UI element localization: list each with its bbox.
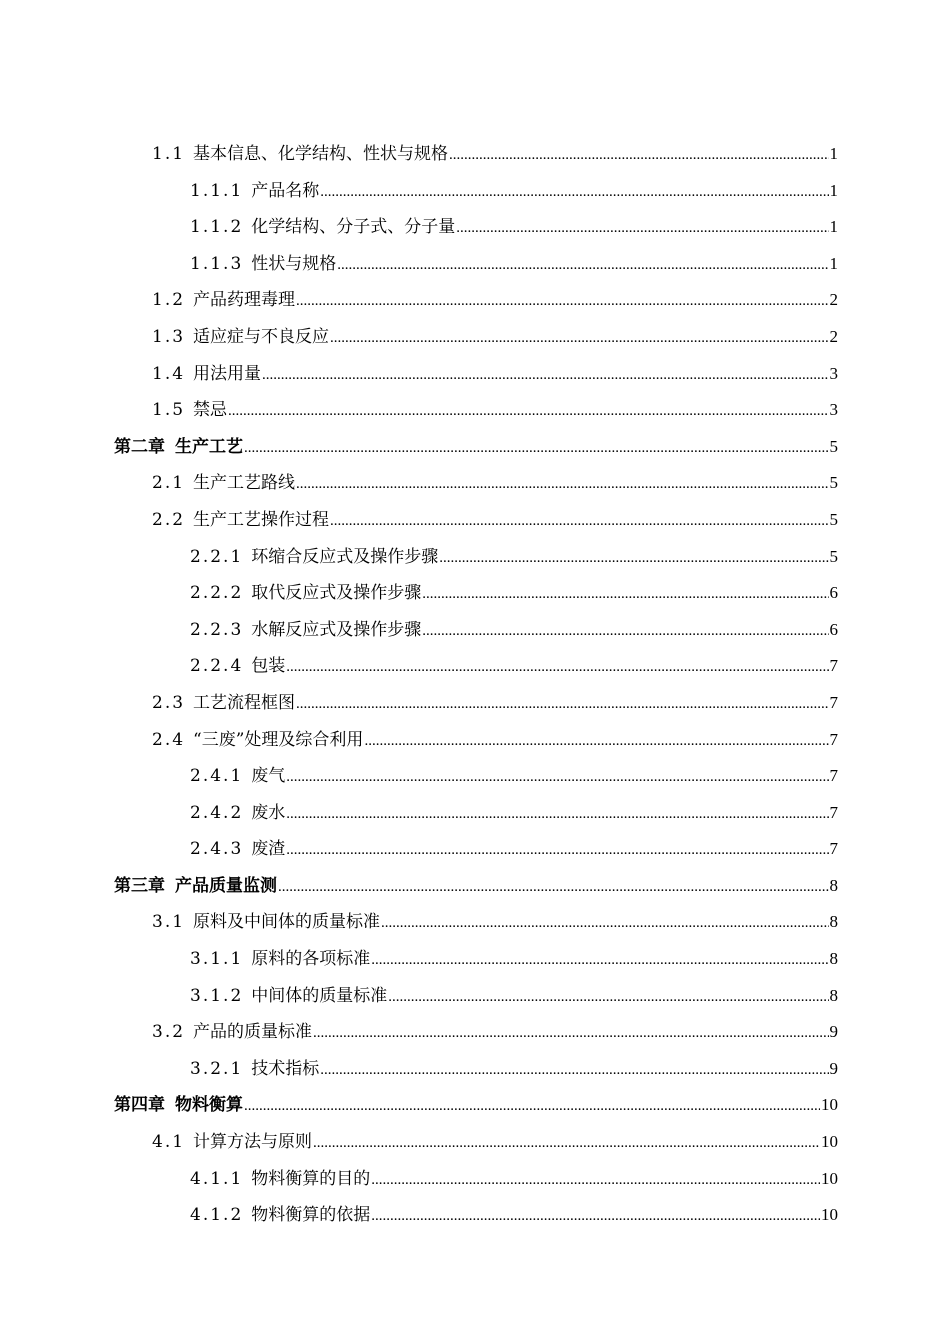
toc-entry-title: 产品质量监测 bbox=[175, 875, 277, 896]
toc-dot-leader bbox=[286, 648, 828, 686]
toc-entry-number: 2.2 bbox=[152, 509, 186, 530]
toc-page-number: 10 bbox=[821, 1095, 838, 1115]
toc-entry-number: 1.1.3 bbox=[190, 253, 244, 274]
toc-entry-title: 取代反应式及操作步骤 bbox=[251, 583, 422, 604]
toc-page-number: 7 bbox=[829, 766, 838, 786]
toc-page-number: 1 bbox=[829, 253, 838, 273]
toc-entry-number: 1.1.1 bbox=[190, 180, 244, 201]
toc-entry[interactable] bbox=[114, 1197, 838, 1234]
toc-entry-title: 中间体的质量标准 bbox=[251, 985, 388, 1006]
toc-entry[interactable] bbox=[114, 978, 838, 1015]
toc-entry-number: 第四章 bbox=[114, 1095, 165, 1116]
toc-entry[interactable] bbox=[114, 246, 838, 283]
toc-dot-leader bbox=[262, 356, 828, 394]
toc-page-number: 5 bbox=[829, 509, 838, 529]
toc-dot-leader bbox=[371, 941, 828, 979]
toc-entry[interactable] bbox=[114, 685, 838, 722]
toc-dot-leader bbox=[388, 978, 828, 1016]
toc-entry-number: 1.3 bbox=[152, 326, 186, 347]
toc-entry-title: 产品的质量标准 bbox=[193, 1022, 313, 1043]
toc-entry-number: 2.4 bbox=[152, 729, 186, 750]
table-of-contents bbox=[114, 136, 838, 1234]
toc-entry-number: 3.1.2 bbox=[190, 985, 244, 1006]
toc-entry-number: 2.4.2 bbox=[190, 802, 244, 823]
toc-entry[interactable] bbox=[114, 868, 838, 905]
toc-entry-number: 2.4.1 bbox=[190, 766, 244, 787]
toc-page-number: 7 bbox=[829, 802, 838, 822]
toc-page-number: 5 bbox=[829, 436, 838, 456]
toc-entry[interactable] bbox=[114, 136, 838, 173]
toc-entry[interactable] bbox=[114, 539, 838, 576]
toc-entry-title: 生产工艺 bbox=[175, 436, 243, 457]
toc-dot-leader bbox=[286, 758, 828, 796]
toc-entry[interactable] bbox=[114, 1014, 838, 1051]
toc-entry-number: 1.2 bbox=[152, 290, 186, 311]
toc-entry[interactable] bbox=[114, 502, 838, 539]
toc-entry[interactable] bbox=[114, 465, 838, 502]
toc-entry[interactable] bbox=[114, 282, 838, 319]
toc-entry-title: 废水 bbox=[251, 802, 286, 823]
toc-page-number: 8 bbox=[829, 985, 838, 1005]
toc-page-number: 2 bbox=[829, 326, 838, 346]
toc-page-number: 10 bbox=[821, 1132, 838, 1152]
toc-entry-title: 化学结构、分子式、分子量 bbox=[251, 217, 456, 238]
toc-page-number: 9 bbox=[829, 1058, 838, 1078]
toc-page-number: 7 bbox=[829, 656, 838, 676]
toc-entry-title: 原料的各项标准 bbox=[251, 949, 371, 970]
toc-page-number: 3 bbox=[829, 400, 838, 420]
toc-page-number: 8 bbox=[829, 875, 838, 895]
toc-dot-leader bbox=[228, 392, 828, 430]
toc-entry-number: 2.2.2 bbox=[190, 583, 244, 604]
toc-entry[interactable] bbox=[114, 575, 838, 612]
toc-page-number: 7 bbox=[829, 692, 838, 712]
toc-entry-number: 3.1.1 bbox=[190, 949, 244, 970]
toc-dot-leader bbox=[330, 319, 828, 357]
toc-page-number: 1 bbox=[829, 180, 838, 200]
toc-dot-leader bbox=[381, 904, 828, 942]
toc-page-number: 3 bbox=[829, 363, 838, 383]
toc-entry-number: 1.1 bbox=[152, 144, 186, 164]
toc-entry[interactable] bbox=[114, 904, 838, 941]
toc-entry-title: 包装 bbox=[251, 656, 286, 677]
toc-dot-leader bbox=[320, 1051, 828, 1089]
toc-entry-number: 第二章 bbox=[114, 436, 165, 457]
toc-entry[interactable] bbox=[114, 392, 838, 429]
toc-dot-leader bbox=[364, 722, 828, 760]
toc-entry-title: 工艺流程框图 bbox=[193, 692, 296, 713]
toc-entry-title: 产品药理毒理 bbox=[193, 290, 296, 311]
toc-dot-leader bbox=[449, 136, 828, 174]
toc-page-number: 10 bbox=[821, 1205, 838, 1225]
toc-entry[interactable] bbox=[114, 429, 838, 466]
toc-page-number: 5 bbox=[829, 473, 838, 493]
toc-entry-title: 废渣 bbox=[251, 839, 286, 860]
toc-dot-leader bbox=[371, 1161, 820, 1199]
toc-entry-title: “三废”处理及综合利用 bbox=[193, 729, 364, 750]
toc-dot-leader bbox=[422, 575, 828, 613]
toc-entry[interactable] bbox=[114, 831, 838, 868]
toc-entry-number: 3.2.1 bbox=[190, 1058, 244, 1079]
toc-dot-leader bbox=[337, 246, 828, 284]
toc-dot-leader bbox=[371, 1197, 820, 1235]
toc-entry-number: 4.1 bbox=[152, 1132, 186, 1153]
toc-dot-leader bbox=[320, 173, 828, 211]
toc-entry-title: 物料衡算的目的 bbox=[251, 1168, 371, 1189]
toc-entry-title: 产品名称 bbox=[251, 180, 320, 201]
toc-dot-leader bbox=[422, 612, 828, 650]
toc-page-number: 7 bbox=[829, 839, 838, 859]
toc-entry-number: 2.3 bbox=[152, 692, 186, 713]
toc-entry[interactable] bbox=[114, 612, 838, 649]
toc-entry-title: 生产工艺路线 bbox=[193, 473, 296, 494]
toc-entry-title: 性状与规格 bbox=[251, 253, 337, 274]
toc-entry-number: 1.1.2 bbox=[190, 217, 244, 238]
toc-dot-leader bbox=[244, 429, 829, 467]
toc-entry[interactable] bbox=[114, 648, 838, 685]
toc-entry-number: 3.1 bbox=[152, 912, 186, 933]
toc-entry-title: 技术指标 bbox=[251, 1058, 320, 1079]
toc-entry[interactable] bbox=[114, 1124, 838, 1161]
toc-entry[interactable] bbox=[114, 1161, 838, 1198]
toc-entry-title: 原料及中间体的质量标准 bbox=[193, 912, 381, 933]
toc-dot-leader bbox=[313, 1124, 820, 1162]
toc-entry-number: 3.2 bbox=[152, 1022, 186, 1043]
toc-dot-leader bbox=[330, 502, 828, 540]
toc-page-number: 1 bbox=[829, 144, 838, 163]
toc-entry[interactable] bbox=[114, 1087, 838, 1124]
toc-dot-leader bbox=[296, 685, 828, 723]
toc-page-number: 6 bbox=[829, 583, 838, 603]
toc-dot-leader bbox=[313, 1014, 828, 1052]
toc-dot-leader bbox=[456, 209, 828, 247]
toc-entry-number: 2.2.1 bbox=[190, 546, 244, 567]
toc-page-number: 6 bbox=[829, 619, 838, 639]
toc-entry-title: 基本信息、化学结构、性状与规格 bbox=[193, 144, 449, 164]
toc-dot-leader bbox=[296, 282, 828, 320]
toc-entry-title: 计算方法与原则 bbox=[193, 1132, 313, 1153]
toc-entry-number: 1.5 bbox=[152, 400, 186, 421]
toc-entry[interactable] bbox=[114, 1051, 838, 1088]
toc-dot-leader bbox=[296, 465, 828, 503]
toc-entry-number: 2.2.3 bbox=[190, 619, 244, 640]
toc-page-number: 7 bbox=[829, 729, 838, 749]
toc-dot-leader bbox=[244, 1087, 820, 1125]
toc-entry-number: 2.2.4 bbox=[190, 656, 244, 677]
toc-page-number: 10 bbox=[821, 1168, 838, 1188]
toc-page-number: 8 bbox=[829, 949, 838, 969]
toc-entry[interactable] bbox=[114, 795, 838, 832]
toc-dot-leader bbox=[286, 831, 828, 869]
toc-entry-title: 物料衡算 bbox=[175, 1095, 243, 1116]
toc-entry-title: 物料衡算的依据 bbox=[251, 1205, 371, 1226]
toc-dot-leader bbox=[439, 539, 828, 577]
toc-entry-title: 生产工艺操作过程 bbox=[193, 509, 330, 530]
toc-entry-number: 4.1.1 bbox=[190, 1168, 244, 1189]
toc-page-number: 8 bbox=[829, 912, 838, 932]
toc-entry[interactable] bbox=[114, 758, 838, 795]
toc-entry-number: 2.1 bbox=[152, 473, 186, 494]
toc-page-number: 2 bbox=[829, 290, 838, 310]
toc-entry[interactable] bbox=[114, 319, 838, 356]
toc-entry-title: 废气 bbox=[251, 766, 286, 787]
toc-entry[interactable] bbox=[114, 209, 838, 246]
toc-entry-title: 用法用量 bbox=[193, 363, 262, 384]
toc-page-number: 5 bbox=[829, 546, 838, 566]
toc-dot-leader bbox=[286, 795, 828, 833]
toc-entry[interactable] bbox=[114, 173, 838, 210]
toc-entry-number: 1.4 bbox=[152, 363, 186, 384]
toc-page-number: 9 bbox=[829, 1022, 838, 1042]
toc-entry-title: 适应症与不良反应 bbox=[193, 326, 330, 347]
toc-entry[interactable] bbox=[114, 941, 838, 978]
toc-entry-number: 4.1.2 bbox=[190, 1205, 244, 1226]
toc-entry-number: 第三章 bbox=[114, 875, 165, 896]
toc-dot-leader bbox=[278, 868, 829, 906]
toc-entry-title: 禁忌 bbox=[193, 400, 228, 421]
toc-page-number: 1 bbox=[829, 217, 838, 237]
toc-entry[interactable] bbox=[114, 356, 838, 393]
toc-entry-title: 环缩合反应式及操作步骤 bbox=[251, 546, 439, 567]
toc-entry-title: 水解反应式及操作步骤 bbox=[251, 619, 422, 640]
toc-entry-number: 2.4.3 bbox=[190, 839, 244, 860]
toc-entry[interactable] bbox=[114, 722, 838, 759]
